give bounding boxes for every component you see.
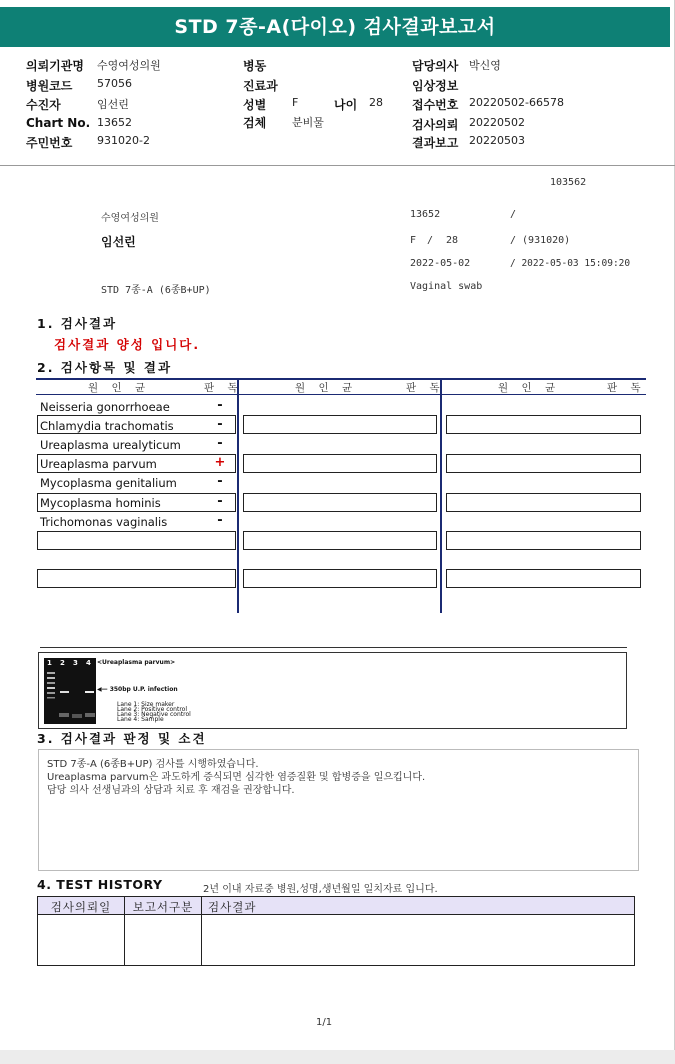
empty-cell bbox=[446, 454, 641, 473]
gel-legend-1: Lane 1: Size maker bbox=[117, 701, 175, 708]
header-label-sex: 성별 bbox=[243, 98, 267, 112]
header-label-department: 진료과 bbox=[243, 79, 278, 93]
row-box bbox=[37, 569, 236, 588]
header-value-patient: 임선린 bbox=[97, 98, 129, 111]
section4-title: 4. TEST HISTORY bbox=[37, 877, 163, 892]
organism-result: - bbox=[217, 513, 223, 528]
header-label-receipt-no: 접수번호 bbox=[412, 98, 459, 112]
gel-legend-3: Lane 3: Negative control bbox=[117, 711, 191, 718]
doc-number: 103562 bbox=[550, 177, 587, 188]
header-value-report-date: 20220503 bbox=[469, 134, 525, 147]
header-label-request-date: 검사의뢰 bbox=[412, 118, 459, 132]
col-header-result-1: 판 독 bbox=[204, 382, 243, 394]
header-value-receipt-no: 20220502-66578 bbox=[469, 96, 564, 109]
summary-hospital: 수영여성의원 bbox=[101, 213, 159, 224]
col-header-result-2: 판 독 bbox=[406, 382, 445, 394]
header-divider bbox=[0, 165, 675, 166]
col-header-organism-3: 원 인 균 bbox=[498, 382, 561, 394]
header-value-age: 28 bbox=[369, 96, 383, 109]
history-table bbox=[37, 896, 635, 966]
header-value-chart: 13652 bbox=[97, 116, 132, 129]
gel-legend-4: Lane 4: Sample bbox=[117, 716, 164, 723]
header-value-request-date: 20220502 bbox=[469, 116, 525, 129]
col-header-result-3: 판 독 bbox=[607, 382, 646, 394]
col-header-organism-1: 원 인 균 bbox=[88, 382, 151, 394]
col-header-organism-2: 원 인 균 bbox=[295, 382, 358, 394]
header-label-age: 나이 bbox=[334, 98, 358, 112]
history-col-result: 검사결과 bbox=[208, 900, 257, 914]
header-value-doctor: 박신영 bbox=[469, 59, 501, 72]
header-value-hospital: 수영여성의원 bbox=[97, 59, 161, 72]
organism-name: Neisseria gonorrhoeae bbox=[40, 400, 170, 414]
header-label-clinical-info: 임상정보 bbox=[412, 79, 459, 93]
gel-image bbox=[44, 658, 96, 724]
empty-cell bbox=[243, 454, 437, 473]
report-title: STD 7종-A(다이오) 검사결과보고서 bbox=[0, 7, 670, 47]
empty-cell bbox=[446, 493, 641, 512]
summary-result-time: / 2022-05-03 15:09:20 bbox=[510, 258, 631, 269]
header-value-specimen: 분비물 bbox=[292, 116, 324, 129]
summary-test-name: STD 7종-A (6종B+UP) bbox=[101, 285, 211, 296]
lane-number: 4 bbox=[86, 659, 91, 667]
header-label-hospital: 의뢰기관명 bbox=[26, 59, 84, 73]
header-label-chart: Chart No. bbox=[26, 116, 91, 130]
lane-number: 2 bbox=[60, 659, 65, 667]
section1-result: 검사결과 양성 입니다. bbox=[54, 337, 201, 352]
header-label-specimen: 검체 bbox=[243, 116, 267, 130]
header-value-id-number: 931020-2 bbox=[97, 134, 150, 147]
empty-cell bbox=[243, 415, 437, 434]
summary-age: 28 bbox=[446, 235, 459, 246]
organism-result: - bbox=[217, 398, 223, 413]
empty-cell bbox=[243, 493, 437, 512]
gel-legend-2: Lane 2: Positive control bbox=[117, 706, 188, 713]
finding-line: STD 7종-A (6종B+UP) 검사를 시행하였습니다. bbox=[47, 759, 259, 770]
history-note: 2년 이내 자료중 병원,성명,생년월일 일치자료 입니다. bbox=[203, 884, 438, 895]
empty-cell bbox=[446, 569, 641, 588]
table-divider-1 bbox=[237, 378, 239, 613]
header-value-hospital-code: 57056 bbox=[97, 77, 132, 90]
results-table bbox=[36, 378, 646, 613]
organism-result-positive: + bbox=[214, 455, 226, 470]
gel-title: <Ureaplasma parvum> bbox=[97, 659, 176, 666]
findings-box bbox=[38, 749, 639, 871]
header-label-hospital-code: 병원코드 bbox=[26, 79, 73, 93]
header-label-patient: 수진자 bbox=[26, 98, 61, 112]
section2-title: 2. 검사항목 및 결과 bbox=[37, 360, 173, 375]
summary-patient: 임선린 bbox=[101, 235, 136, 249]
summary-sex: F bbox=[410, 235, 417, 246]
finding-line: Ureaplasma parvum은 과도하게 증식되면 심각한 염증질환 및 합병증을 일으킵니다. bbox=[47, 772, 426, 783]
empty-cell bbox=[446, 531, 641, 550]
header-value-sex: F bbox=[292, 96, 299, 109]
history-col-report-type: 보고서구분 bbox=[132, 900, 194, 914]
summary-birth: / (931020) bbox=[510, 235, 571, 246]
organism-name: Ureaplasma urealyticum bbox=[40, 438, 181, 452]
summary-separator-2: / bbox=[427, 235, 434, 246]
lane-number: 1 bbox=[47, 659, 52, 667]
header-label-doctor: 담당의사 bbox=[412, 59, 459, 73]
history-col-request-date: 검사의뢰일 bbox=[50, 900, 112, 914]
header-label-id-number: 주민번호 bbox=[26, 136, 73, 150]
lane-number: 3 bbox=[73, 659, 78, 667]
summary-separator: / bbox=[510, 209, 517, 220]
organism-result: - bbox=[217, 417, 223, 432]
empty-cell bbox=[446, 415, 641, 434]
organism-name: Mycoplasma genitalium bbox=[40, 476, 177, 490]
summary-chart: 13652 bbox=[410, 209, 441, 220]
row-box bbox=[37, 531, 236, 550]
section3-title: 3. 검사결과 판정 및 소견 bbox=[37, 731, 207, 746]
summary-specimen: Vaginal swab bbox=[410, 281, 483, 292]
gel-bands bbox=[44, 658, 96, 724]
finding-line: 담당 의사 선생님과의 상담과 치료 후 재검을 권장합니다. bbox=[47, 785, 295, 796]
organism-name-positive: Ureaplasma parvum bbox=[40, 457, 157, 471]
page-number: 1/1 bbox=[316, 1017, 333, 1028]
empty-cell bbox=[243, 531, 437, 550]
summary-date: 2022-05-02 bbox=[410, 258, 471, 269]
organism-name: Trichomonas vaginalis bbox=[40, 515, 168, 529]
gel-top-rule bbox=[40, 647, 627, 648]
organism-result: - bbox=[217, 474, 223, 489]
gel-electrophoresis-figure bbox=[38, 652, 627, 729]
organism-name: Mycoplasma hominis bbox=[40, 496, 161, 510]
organism-result: - bbox=[217, 494, 223, 509]
history-divider-2 bbox=[201, 897, 202, 965]
section1-title: 1. 검사결과 bbox=[37, 316, 118, 331]
header-label-report-date: 결과보고 bbox=[412, 136, 459, 150]
header-label-ward: 병동 bbox=[243, 59, 267, 73]
table-divider-2 bbox=[440, 378, 442, 613]
gel-band-label: ◀— 350bp U.P. infection bbox=[97, 686, 178, 693]
empty-cell bbox=[243, 569, 437, 588]
organism-name: Chlamydia trachomatis bbox=[40, 419, 174, 433]
organism-result: - bbox=[217, 436, 223, 451]
